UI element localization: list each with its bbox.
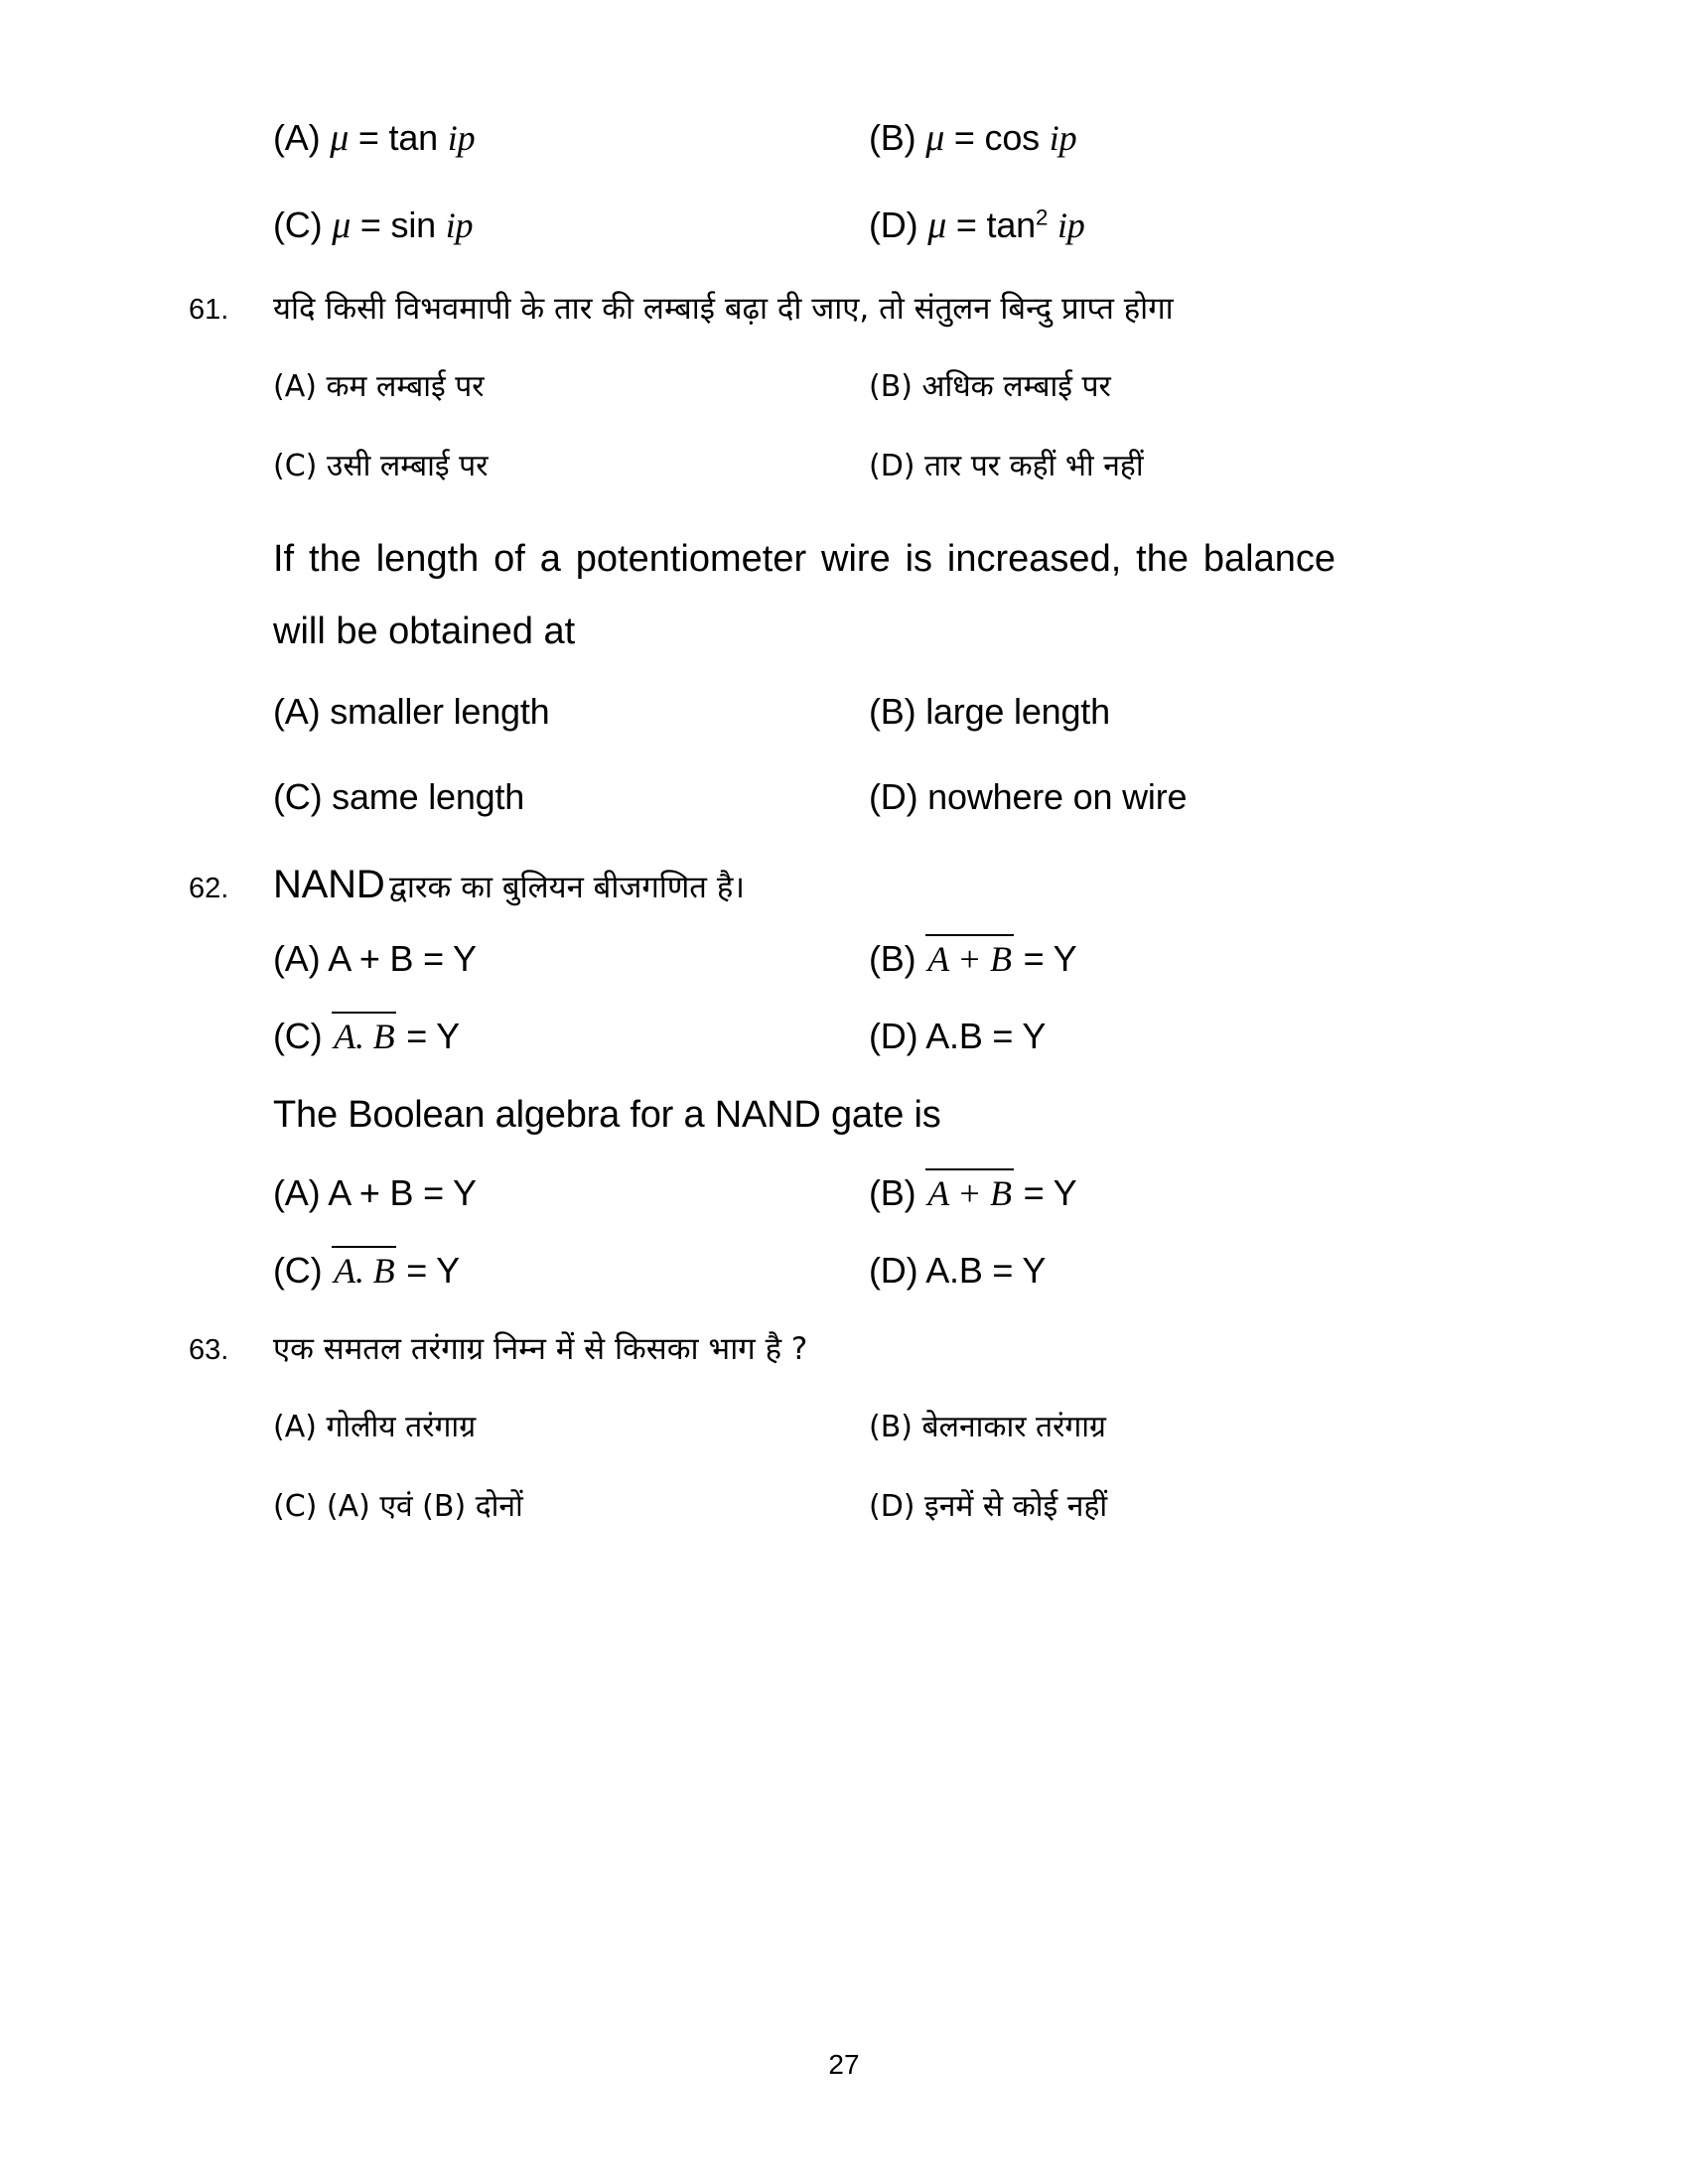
option-C-label: (C) bbox=[273, 205, 323, 245]
nand-keyword: NAND bbox=[273, 862, 385, 906]
question-63-hindi-line bbox=[189, 1330, 1489, 1367]
question-61-hindi-options-CD bbox=[189, 449, 1489, 483]
option-D[interactable] bbox=[869, 1249, 1489, 1291]
option-D[interactable]: (D) nowhere on wire bbox=[869, 775, 1188, 817]
sin-function: sin bbox=[390, 205, 436, 245]
option-A[interactable]: (A) smaller length bbox=[273, 690, 550, 732]
option-C-complement-overline: A. B bbox=[332, 1246, 396, 1291]
question-63-options-AB bbox=[189, 1409, 1489, 1444]
option-B-expression: = Y bbox=[1023, 1171, 1077, 1213]
question-63-hindi-text: एक समतल तरंगाग्र निम्न में से किसका भाग है ? bbox=[273, 1330, 808, 1367]
question-62-options-AB-english bbox=[189, 1171, 1489, 1213]
equals-sign: = bbox=[359, 205, 381, 245]
equals-sign: = bbox=[953, 117, 975, 158]
question-61-hindi-text: यदि किसी विभवमापी के तार की लम्बाई बढ़ा दी जाए, तो संतुलन बिन्दु प्राप्त होगा bbox=[273, 291, 1174, 327]
option-D-expression: A.B = Y bbox=[925, 1015, 1047, 1056]
question-61-english-text: If the length of a potentiometer wire is increased, the balance will be obtained at bbox=[273, 538, 1336, 652]
option-A-label: (A) bbox=[273, 937, 321, 979]
mu-symbol: μ bbox=[925, 117, 945, 159]
mu-symbol: μ bbox=[332, 205, 352, 246]
option-A[interactable] bbox=[273, 937, 869, 979]
question-61-number: 61. bbox=[189, 294, 229, 326]
option-C-expression: = Y bbox=[406, 1249, 460, 1291]
question-62-options-AB-hindi bbox=[189, 937, 1489, 979]
option-A[interactable] bbox=[273, 119, 869, 157]
option-A[interactable]: (A) गोलीय तरंगाग्र bbox=[273, 1409, 477, 1444]
ip-variable: ip bbox=[1049, 118, 1077, 158]
option-A-label: (A) bbox=[273, 1171, 321, 1213]
ip-variable: ip bbox=[1057, 205, 1085, 245]
option-D-expression: A.B = Y bbox=[925, 1249, 1047, 1291]
option-C[interactable] bbox=[273, 1015, 869, 1056]
option-B-expression: = Y bbox=[1023, 937, 1077, 979]
option-C-expression: = Y bbox=[406, 1015, 460, 1056]
question-62-hindi-text bbox=[273, 862, 1489, 906]
option-B[interactable] bbox=[869, 937, 1489, 979]
option-C[interactable]: (C) (A) एवं (B) दोनों bbox=[273, 1488, 523, 1524]
option-D[interactable] bbox=[869, 206, 1489, 244]
option-B[interactable]: (B) large length bbox=[869, 690, 1110, 732]
ip-variable: ip bbox=[447, 118, 476, 158]
option-A[interactable] bbox=[273, 1171, 869, 1213]
question-60-options-block bbox=[189, 119, 1489, 244]
tan-function: tan bbox=[388, 117, 438, 158]
option-A-expression: A + B = Y bbox=[328, 937, 477, 979]
question-61-english-options-CD bbox=[189, 775, 1489, 817]
option-B[interactable] bbox=[869, 119, 1489, 157]
option-D[interactable] bbox=[869, 1015, 1489, 1056]
option-row-CD bbox=[273, 206, 1489, 244]
page-number: 27 bbox=[828, 2049, 860, 2080]
option-C[interactable]: (C) उसी लम्बाई पर bbox=[273, 449, 489, 483]
question-62-options-CD-english bbox=[189, 1249, 1489, 1291]
option-C[interactable] bbox=[273, 206, 869, 244]
option-C-label: (C) bbox=[273, 1249, 323, 1291]
option-B-label: (B) bbox=[869, 1171, 916, 1213]
option-B[interactable]: (B) अधिक लम्बाई पर bbox=[869, 369, 1111, 404]
question-63-number: 63. bbox=[189, 1333, 229, 1366]
option-B-complement-overline: A + B bbox=[925, 934, 1014, 979]
exponent-2: 2 bbox=[1035, 205, 1049, 230]
option-B[interactable]: (B) बेलनाकार तरंगाग्र bbox=[869, 1409, 1106, 1444]
question-61-hindi-options-AB bbox=[189, 369, 1489, 404]
option-D-label: (D) bbox=[869, 1249, 918, 1291]
option-row-AB bbox=[273, 119, 1489, 157]
question-62-number: 62. bbox=[189, 872, 229, 904]
question-62-hindi-line bbox=[189, 862, 1489, 906]
option-B-complement-overline: A + B bbox=[925, 1168, 1014, 1213]
option-D[interactable]: (D) तार पर कहीं भी नहीं bbox=[869, 449, 1144, 483]
option-D[interactable]: (D) इनमें से कोई नहीं bbox=[869, 1488, 1108, 1524]
cos-function: cos bbox=[984, 117, 1040, 158]
question-62-options-CD-hindi bbox=[189, 1015, 1489, 1056]
option-C[interactable]: (C) same length bbox=[273, 775, 525, 817]
mu-symbol: μ bbox=[927, 205, 947, 246]
question-61-block bbox=[189, 291, 1489, 817]
option-B-label: (B) bbox=[869, 937, 916, 979]
question-62-english-text: The Boolean algebra for a NAND gate is bbox=[273, 1093, 941, 1136]
option-B[interactable] bbox=[869, 1171, 1489, 1213]
option-A-expression: A + B = Y bbox=[328, 1171, 477, 1213]
option-C-label: (C) bbox=[273, 1015, 323, 1056]
question-61-hindi-line bbox=[189, 291, 1489, 327]
option-D-label: (D) bbox=[869, 1015, 918, 1056]
option-B-label: (B) bbox=[869, 117, 916, 158]
equals-sign: = bbox=[955, 205, 977, 245]
question-61-english-options-AB bbox=[189, 690, 1489, 732]
mu-symbol: μ bbox=[330, 117, 350, 159]
option-D-label: (D) bbox=[869, 205, 918, 245]
option-C-complement-overline: A. B bbox=[332, 1012, 396, 1056]
ip-variable: ip bbox=[445, 205, 474, 245]
equals-sign: = bbox=[357, 117, 379, 158]
question-63-block bbox=[189, 1330, 1489, 1524]
question-62-hindi-remainder: द्वारक का बुलियन बीजगणित है। bbox=[389, 869, 746, 905]
tan-function: tan bbox=[986, 205, 1036, 245]
question-62-block bbox=[189, 862, 1489, 1291]
option-A[interactable]: (A) कम लम्बाई पर bbox=[273, 369, 485, 404]
question-63-options-CD bbox=[189, 1488, 1489, 1524]
option-C[interactable] bbox=[273, 1249, 869, 1291]
option-A-label: (A) bbox=[273, 117, 321, 158]
